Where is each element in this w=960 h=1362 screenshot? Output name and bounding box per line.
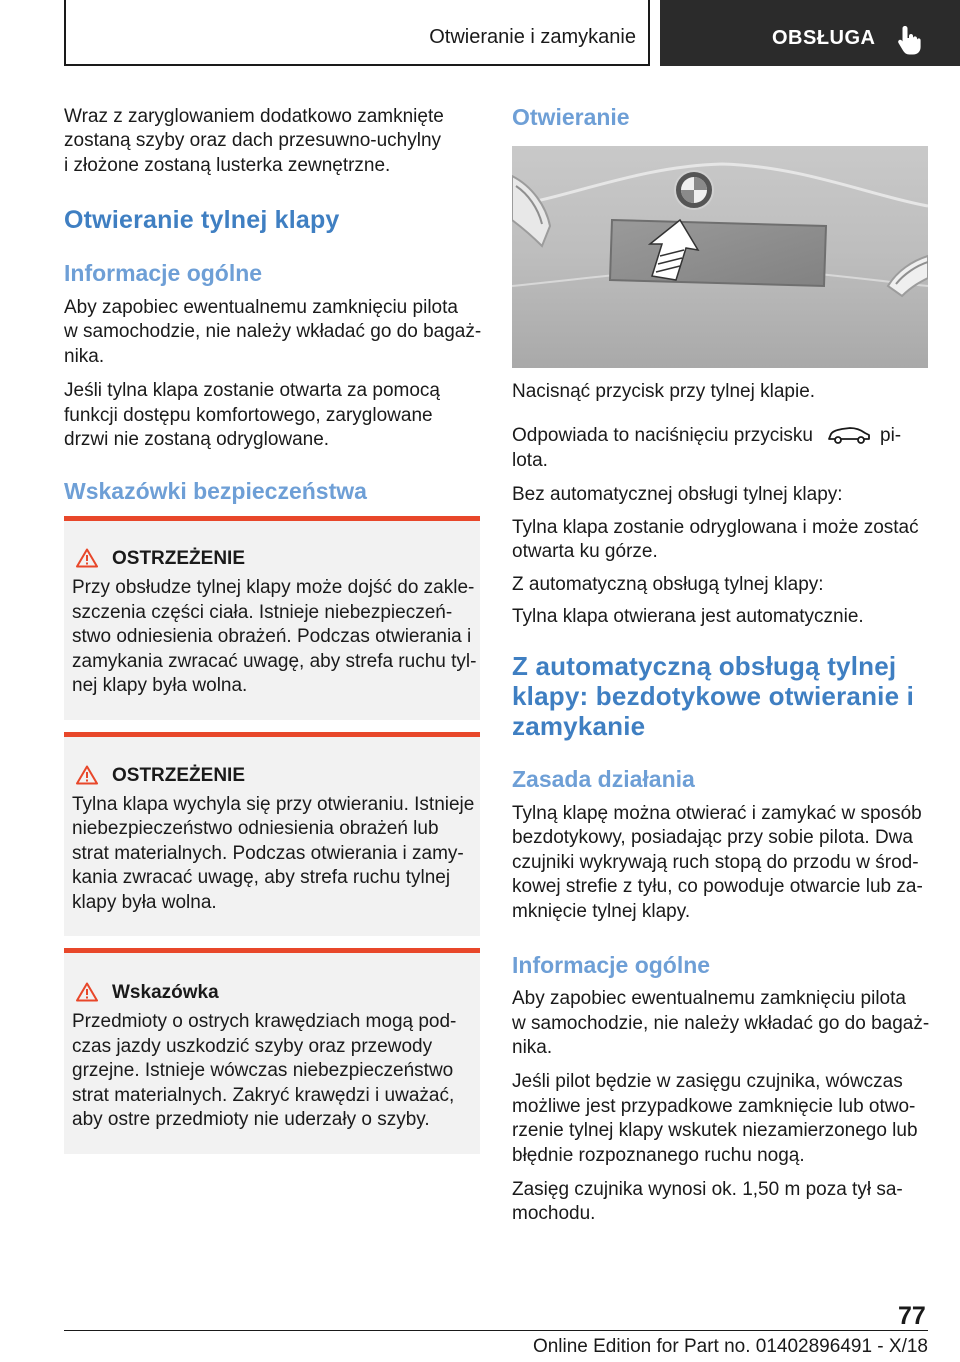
range-line-2: mochodu.: [512, 1203, 596, 1224]
warning-text-line-3: stwo odniesienia obrażeń. Podczas otwierania i: [72, 626, 472, 647]
heading-contactless-line-3: zamykanie: [512, 711, 646, 741]
heading-tailgate-opening: Otwieranie tylnej klapy: [64, 206, 340, 234]
warning-text-line-2: niebezpieczeństwo odniesienia obrażeń lub: [72, 818, 439, 839]
header-chapter-label: OBSŁUGA: [772, 27, 876, 49]
heading-operating-principle: Zasada działania: [512, 766, 695, 792]
general2-p1-line-1: Aby zapobiec ewentualnemu zamknięciu pilota: [512, 988, 906, 1009]
note-title: Wskazówka: [112, 982, 219, 1003]
heading-opening: Otwieranie: [512, 104, 630, 130]
no-auto-line-2: otwarta ku górze.: [512, 541, 658, 562]
header-section-title: Otwieranie i zamykanie: [429, 26, 636, 48]
with-auto-text: Tylna klapa otwierana jest automatycznie.: [512, 606, 864, 627]
header-border-bottom: [64, 64, 650, 66]
general2-p2-line-4: błędnie rozpoznanego ruchu nogą.: [512, 1145, 805, 1166]
warning-title: OSTRZEŻENIE: [112, 765, 246, 786]
page-number: 77: [898, 1302, 926, 1330]
general-p1-line-3: nika.: [64, 346, 105, 367]
warning-title: OSTRZEŻENIE: [112, 548, 246, 569]
note-text-line-4: strat materialnych. Zakryć krawędzi i uważać,: [72, 1085, 455, 1106]
note-text-line-3: grzejne. Istnieje wówczas niebezpieczeństwo: [72, 1060, 454, 1081]
corresponds-text-b: pi-: [880, 425, 902, 446]
general-p2-line-2: funkcji dostępu komfortowego, zaryglowane: [64, 405, 433, 426]
principle-line-4: kowej strefie z tyłu, co powoduje otwarcie lub za-: [512, 876, 923, 897]
intro-line-2: zostaną szyby oraz dach przesuwno-uchylny: [64, 130, 442, 151]
heading-contactless-line-2: klapy: bezdotykowe otwieranie i: [512, 681, 915, 711]
warning-triangle-icon: [76, 765, 98, 785]
heading-safety-notes: Wskazówki bezpieczeństwa: [64, 478, 367, 504]
warning-text-line-1: Tylna klapa wychyla się przy otwieraniu. Istnieje: [72, 794, 475, 815]
warning-box-swing: [64, 732, 480, 936]
note-box-sharp-objects: [64, 948, 480, 1154]
note-text-line-2: czas jazdy uszkodzić szyby oraz przewody: [72, 1036, 433, 1057]
warning-text-line-3: strat materialnych. Podczas otwierania i zamy-: [72, 843, 464, 864]
principle-line-5: mknięcie tylnej klapy.: [512, 901, 691, 922]
no-auto-label: Bez automatycznej obsługi tylnej klapy:: [512, 484, 843, 505]
header-border-divider: [648, 0, 650, 66]
general-p2-line-1: Jeśli tylna klapa zostanie otwarta za pomocą: [64, 380, 440, 401]
general2-p2-line-2: możliwe jest przypadkowe zamknięcie lub otwo-: [512, 1096, 916, 1117]
warning-text-line-4: zamykania zwracać uwagę, aby strefa ruchu tyl-: [72, 651, 477, 672]
note-text-line-1: Przedmioty o ostrych krawędziach mogą pod-: [72, 1011, 457, 1032]
warning-triangle-icon: [76, 548, 98, 568]
warning-text-line-2: szczenia części ciała. Istnieje niebezpieczeń-: [72, 602, 453, 623]
general-p1-line-2: w samochodzie, nie należy wkładać go do bagaż-: [64, 321, 482, 342]
range-line-1: Zasięg czujnika wynosi ok. 1,50 m poza tył sa-: [512, 1179, 903, 1200]
intro-line-3: i złożone zostaną lusterka zewnętrzne.: [64, 155, 391, 176]
hand-pointer-icon: [896, 24, 922, 56]
footer-rule: [64, 1330, 928, 1331]
heading-general-info-2: Informacje ogólne: [512, 952, 711, 978]
principle-line-3: czujniki wykrywają ruch stopą do przodu w środ-: [512, 852, 919, 873]
general2-p2-line-3: rzenie tylnej klapy wskutek niezamierzonego lub: [512, 1120, 918, 1141]
tailgate-button-photo: [512, 146, 928, 368]
no-auto-line-1: Tylna klapa zostanie odryglowana i może zostać: [512, 517, 919, 538]
press-instruction: Nacisnąć przycisk przy tylnej klapie.: [512, 381, 816, 402]
warning-text-line-5: nej klapy była wolna.: [72, 675, 248, 696]
general-p2-line-3: drzwi nie zostaną odryglowane.: [64, 429, 330, 450]
warning-text-line-4: kania zwracać uwagę, aby strefa ruchu tylnej: [72, 867, 451, 888]
footer-edition: Online Edition for Part no. 01402896491 - X/18: [532, 1336, 928, 1357]
warning-text-line-5: klapy była wolna.: [72, 892, 217, 913]
car-tailgate-icon: [826, 424, 872, 446]
general2-p2-line-1: Jeśli pilot będzie w zasięgu czujnika, wówczas: [512, 1071, 903, 1092]
principle-line-2: bezdotykowy, posiadając przy sobie pilota. Dwa: [512, 827, 913, 848]
heading-general-info: Informacje ogólne: [64, 260, 263, 286]
general2-p1-line-3: nika.: [512, 1037, 553, 1058]
warning-box-pinching: [64, 516, 480, 720]
principle-line-1: Tylną klapę można otwierać i zamykać w sposób: [512, 803, 922, 824]
warning-text-line-1: Przy obsłudze tylnej klapy może dojść do zakle-: [72, 577, 475, 598]
general2-p1-line-2: w samochodzie, nie należy wkładać go do bagaż-: [512, 1013, 930, 1034]
corresponds-text-a: Odpowiada to naciśnięciu przycisku: [512, 425, 813, 446]
corresponds-text-c: lota.: [512, 450, 548, 471]
with-auto-label: Z automatyczną obsługą tylnej klapy:: [512, 574, 824, 595]
general-p1-line-1: Aby zapobiec ewentualnemu zamknięciu pilota: [64, 297, 458, 318]
heading-contactless-line-1: Z automatyczną obsługą tylnej: [512, 651, 897, 681]
note-text-line-5: aby ostre przedmioty nie uderzały o szyby.: [72, 1109, 430, 1130]
warning-triangle-icon: [76, 982, 98, 1002]
intro-line-1: Wraz z zaryglowaniem dodatkowo zamknięte: [64, 106, 444, 127]
